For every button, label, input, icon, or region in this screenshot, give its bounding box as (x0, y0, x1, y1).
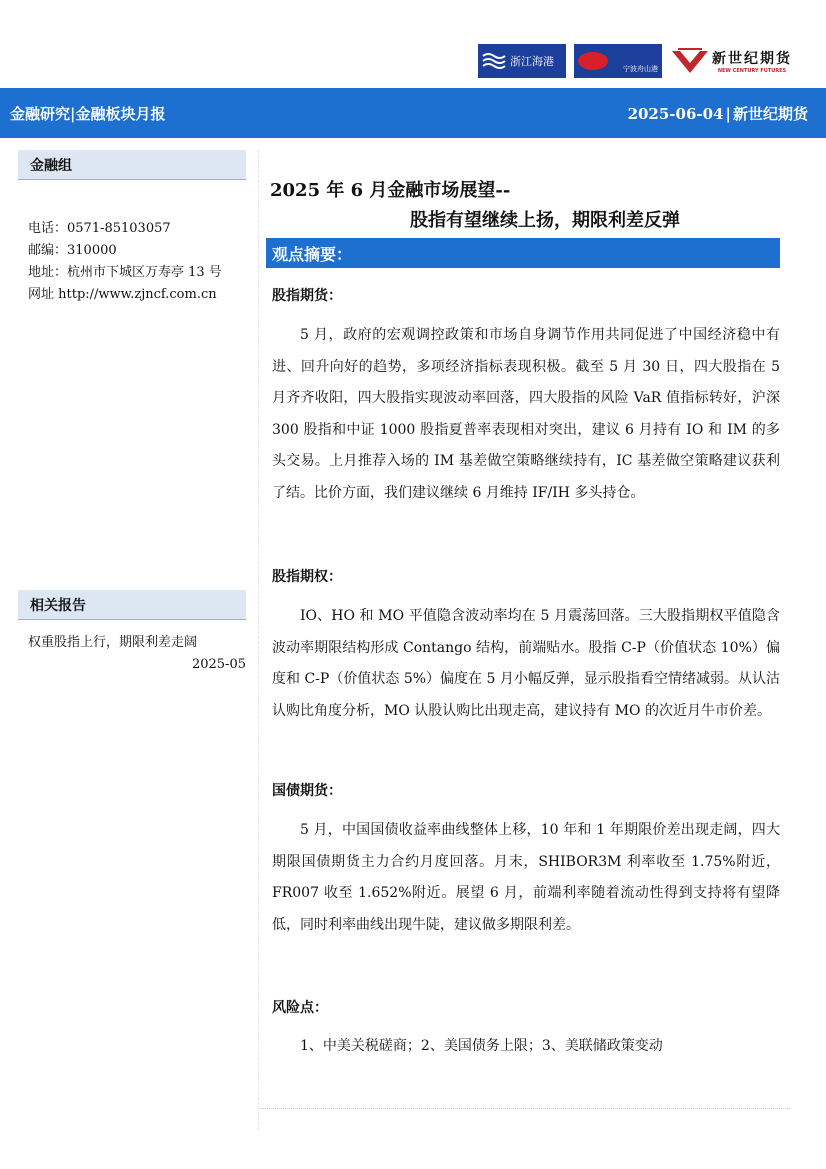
new-century-en-text: NEW CENTURY FUTURES (717, 68, 787, 74)
header-logos (478, 44, 792, 78)
wave-icon (482, 50, 506, 72)
sun-icon (578, 52, 608, 70)
contact-postcode: 邮编：310000 (28, 243, 117, 258)
report-company: 新世纪期货 (732, 104, 808, 123)
related-report-title: 权重股指上行，期限利差走阔 (28, 635, 198, 650)
report-subtitle: 股指有望继续上扬，期限利差反弹 (410, 210, 680, 231)
ningbo-port-text: 宁波舟山港 (623, 65, 658, 73)
new-century-logo (670, 47, 792, 75)
related-report-item[interactable] (28, 632, 246, 676)
section-text-risks: 1、中美关税磋商；2、美国债务上限；3、美联储政策变动 (300, 1038, 663, 1054)
footer-divider (260, 1108, 790, 1109)
new-century-mark-icon (670, 47, 710, 75)
section-heading-bond-futures: 国债期货： (272, 783, 342, 799)
ningbo-port-logo (574, 44, 662, 78)
section-text-index-futures: 5 月，政府的宏观调控政策和市场自身调节作用共同促进了中国经济稳中有进、回升向好的趋势，多项经济指标表现积极。截至 5 月 30 日，四大股指在 5 月齐齐收阳，四大股指实现波动率回落，四大股指的风险 VaR 值指标转好，沪深 300 股指和中证 1000 股指夏普率表现相对突出，建议 6 月持有 IO 和 IM 的多头交易。上月推荐入场的 IM 基差做空策略继续持有，IC 基差做空策略建议获利了结。比价方面，我们建议继续 6 月维持 IF/IH 多头持仓。 (272, 327, 780, 501)
related-report-date: 2025-05 (191, 657, 246, 672)
report-title: 2025 年 6 月金融市场展望-- (270, 180, 511, 201)
zhejiang-seaport-text: 浙江海港 (510, 55, 554, 68)
group-title: 金融组 (18, 150, 246, 180)
section-text-index-options: IO、HO 和 MO 平值隐含波动率均在 5 月震荡回落。三大股指期权平值隐含波动率期限结构形成 Contango 结构，前端贴水。股指 C-P（价值状态 10%）偏度和 C-P（价值状态 5%）偏度在 5 月小幅反弹，显示股指看空情绪减弱。从认沽认购比角度分析，MO 认股认购比出现走高，建议持有 MO 的次近月牛市价差。 (272, 608, 780, 719)
report-date: 2025-06-04 (627, 104, 724, 123)
contact-website[interactable]: 网址 http://www.zjncf.com.cn (28, 287, 217, 302)
related-reports-title: 相关报告 (18, 590, 246, 620)
report-banner (0, 88, 826, 138)
report-meta: 2025-06-04 | 新世纪期货 (627, 104, 808, 123)
section-heading-index-options: 股指期权： (272, 569, 342, 585)
contact-info (28, 218, 222, 306)
contact-phone: 电话：0571-85103057 (28, 221, 171, 236)
section-text-bond-futures: 5 月，中国国债收益率曲线整体上移，10 年和 1 年期限价差出现走阔，四大期限国债期货主力合约月度回落。月末，SHIBOR3M 利率收至 1.75%附近，FR007 收至 1.652%附近。展望 6 月，前端利率随着流动性得到支持将有望降低，同时利率曲线出现牛陡，建议做多期限利差。 (272, 822, 780, 933)
zhejiang-seaport-logo (478, 44, 566, 78)
section-heading-index-futures: 股指期货： (272, 288, 342, 304)
contact-address: 地址：杭州市下城区万寿亭 13 号 (28, 265, 222, 280)
column-divider (258, 150, 260, 1130)
section-heading-risks: 风险点： (272, 1000, 328, 1016)
new-century-cn-text: 新世纪期货 (712, 51, 792, 67)
report-category: 金融研究|金融板块月报 (10, 104, 166, 123)
summary-header: 观点摘要： (266, 238, 780, 268)
